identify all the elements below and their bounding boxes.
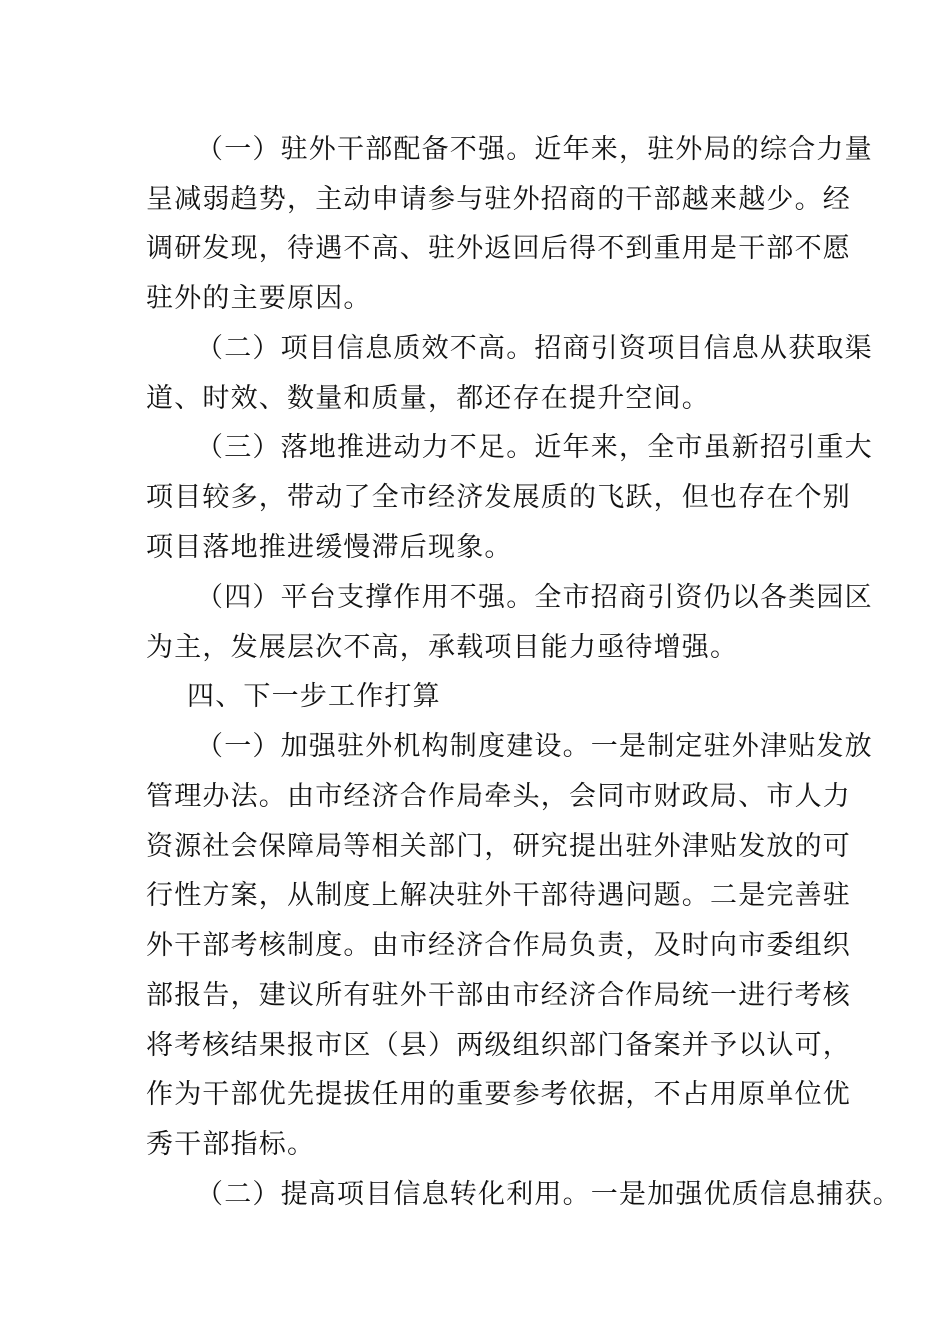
text-line: 调研发现，待遇不高、驻外返回后得不到重用是干部不愿: [146, 233, 851, 264]
text-line: （一）加强驻外机构制度建设。一是制定驻外津贴发放: [196, 731, 873, 762]
text-line: 管理办法。由市经济合作局牵头，会同市财政局、市人力: [146, 781, 851, 812]
text-line: 道、时效、数量和质量，都还存在提升空间。: [146, 383, 710, 414]
text-line: 作为干部优先提拔任用的重要参考依据，不占用原单位优: [146, 1079, 851, 1110]
section-heading: 四、下一步工作打算: [187, 681, 441, 712]
text-line: 为主，发展层次不高，承载项目能力亟待增强。: [146, 632, 739, 663]
text-line: 资源社会保障局等相关部门，研究提出驻外津贴发放的可: [146, 831, 851, 862]
text-line: （二）提高项目信息转化利用。一是加强优质信息捕获。: [196, 1179, 901, 1210]
text-line: 外干部考核制度。由市经济合作局负责，及时向市委组织: [146, 930, 851, 961]
text-line: （二）项目信息质效不高。招商引资项目信息从获取渠: [196, 333, 873, 364]
text-line: （一）驻外干部配备不强。近年来，驻外局的综合力量: [196, 134, 873, 165]
text-line: 部报告，建议所有驻外干部由市经济合作局统一进行考核: [146, 980, 851, 1011]
text-line: 呈减弱趋势，主动申请参与驻外招商的干部越来越少。经: [146, 184, 851, 215]
text-line: 项目较多，带动了全市经济发展质的飞跃，但也存在个别: [146, 482, 851, 513]
text-line: 行性方案，从制度上解决驻外干部待遇问题。二是完善驻: [146, 880, 851, 911]
text-line: 项目落地推进缓慢滞后现象。: [146, 532, 513, 563]
text-line: 将考核结果报市区（县）两级组织部门备案并予以认可，: [146, 1030, 851, 1061]
text-line: 秀干部指标。: [146, 1129, 316, 1160]
text-line: （四）平台支撑作用不强。全市招商引资仍以各类园区: [196, 582, 873, 613]
text-line: （三）落地推进动力不足。近年来，全市虽新招引重大: [196, 432, 873, 463]
text-line: 驻外的主要原因。: [146, 283, 372, 314]
